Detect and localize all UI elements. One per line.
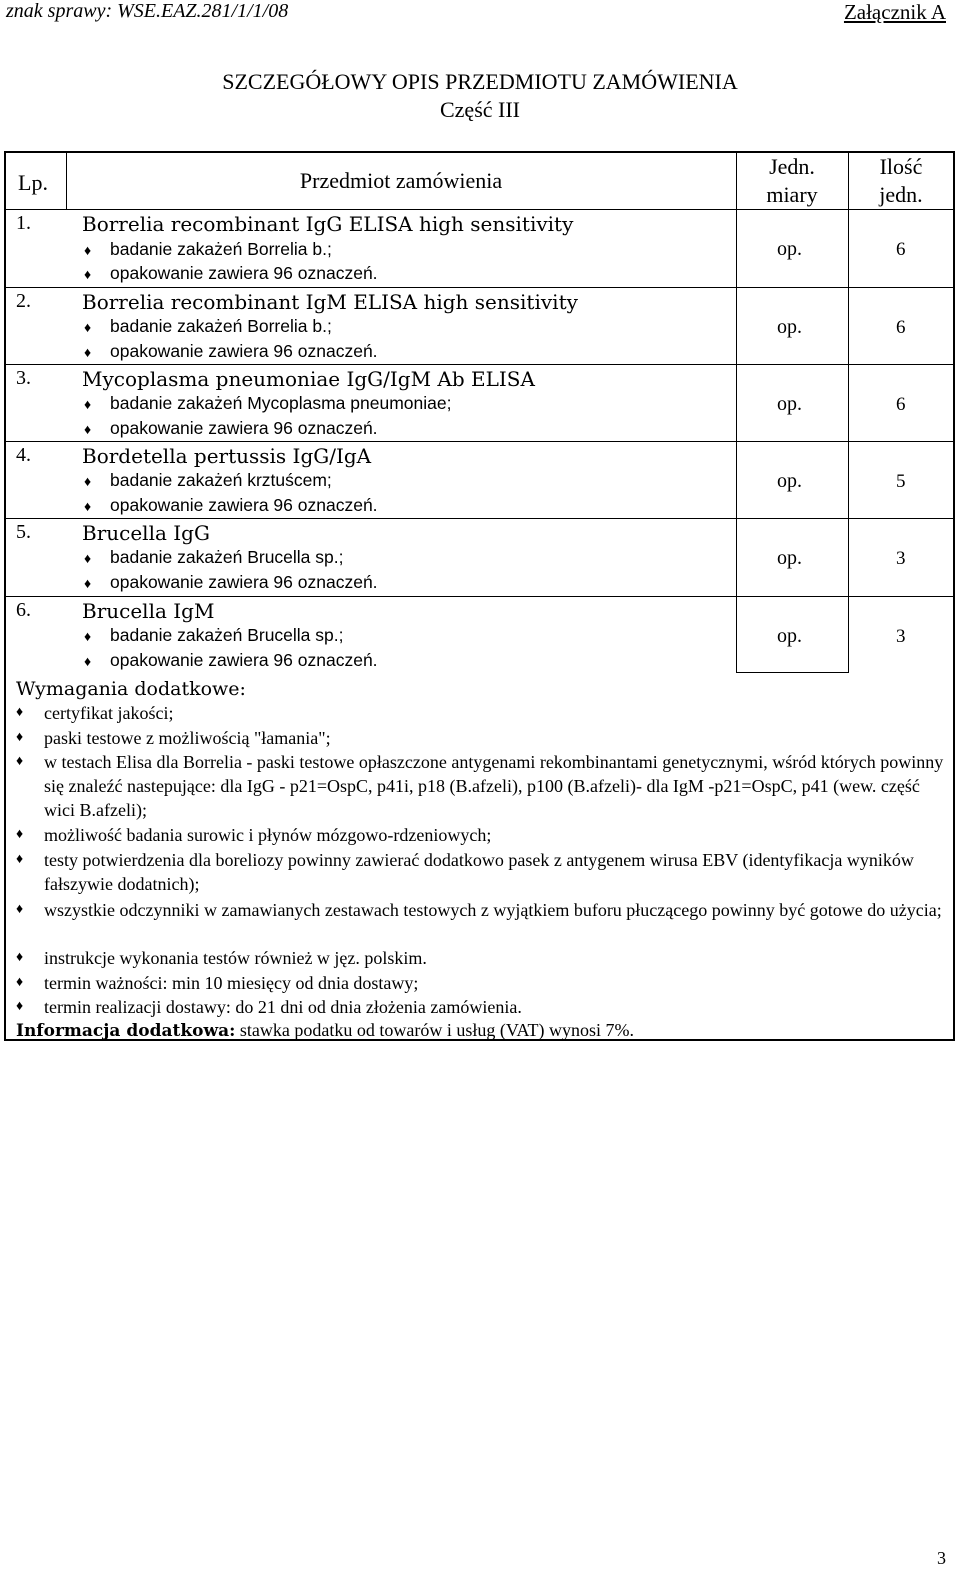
item-unit: op. bbox=[777, 470, 802, 492]
header-subject: Przedmiot zamówienia bbox=[299, 168, 503, 193]
item-detail-text: badanie zakażeń Brucella sp.; bbox=[110, 625, 344, 645]
diamond-bullet-icon: ♦ bbox=[16, 827, 24, 842]
item-detail-text: opakowanie zawiera 96 oznaczeń. bbox=[110, 495, 378, 515]
item-detail bbox=[84, 650, 378, 671]
header-unit-1: Jedn. bbox=[769, 154, 815, 179]
item-name: Borrelia recombinant IgG ELISA high sensitivity bbox=[82, 212, 574, 236]
header-qty-1: Ilość bbox=[879, 154, 923, 179]
diamond-bullet-icon: ♦ bbox=[84, 396, 92, 412]
requirement-item bbox=[16, 995, 946, 1019]
diamond-bullet-icon: ♦ bbox=[16, 999, 24, 1014]
item-detail bbox=[84, 547, 343, 568]
item-quantity: 5 bbox=[896, 471, 906, 492]
item-detail-text: opakowanie zawiera 96 oznaczeń. bbox=[110, 650, 378, 670]
row-number: 1. bbox=[16, 212, 31, 234]
item-unit: op. bbox=[777, 238, 802, 260]
item-detail-text: badanie zakażeń Borrelia b.; bbox=[110, 239, 332, 259]
requirement-text: termin realizacji dostawy: do 21 dni od dnia złożenia zamówienia. bbox=[44, 997, 522, 1017]
col-divider-subject bbox=[736, 151, 737, 673]
diamond-bullet-icon: ♦ bbox=[16, 950, 24, 965]
item-detail bbox=[84, 495, 378, 516]
requirement-text: termin ważności: min 10 miesięcy od dnia dostawy; bbox=[44, 973, 419, 993]
requirement-item bbox=[16, 971, 946, 995]
diamond-bullet-icon: ♦ bbox=[84, 575, 92, 591]
item-name: Borrelia recombinant IgM ELISA high sensitivity bbox=[82, 290, 578, 314]
diamond-bullet-icon: ♦ bbox=[84, 550, 92, 566]
document-subtitle: Część III bbox=[439, 97, 520, 122]
row-divider bbox=[4, 287, 955, 288]
row-number: 5. bbox=[16, 521, 31, 543]
header-divider bbox=[4, 209, 955, 210]
page-number: 3 bbox=[937, 1548, 946, 1568]
item-detail bbox=[84, 263, 378, 284]
item-name: Bordetella pertussis IgG/IgA bbox=[82, 444, 372, 468]
requirement-text: certyfikat jakości; bbox=[44, 703, 174, 723]
document-title: SZCZEGÓŁOWY OPIS PRZEDMIOTU ZAMÓWIENIA bbox=[222, 69, 738, 94]
requirement-text: instrukcje wykonania testów również w jęz. polskim. bbox=[44, 948, 427, 968]
header-unit-2: miary bbox=[766, 182, 818, 207]
item-detail-text: badanie zakażeń krztuścem; bbox=[110, 470, 332, 490]
row-number: 4. bbox=[16, 444, 31, 466]
diamond-bullet-icon: ♦ bbox=[16, 902, 24, 917]
diamond-bullet-icon: ♦ bbox=[84, 473, 92, 489]
row-number: 3. bbox=[16, 367, 31, 389]
diamond-bullet-icon: ♦ bbox=[84, 319, 92, 335]
row-divider bbox=[4, 596, 955, 597]
item-quantity: 6 bbox=[896, 239, 906, 260]
item-detail-text: badanie zakażeń Borrelia b.; bbox=[110, 316, 332, 336]
diamond-bullet-icon: ♦ bbox=[84, 242, 92, 258]
additional-info bbox=[16, 1020, 634, 1041]
item-quantity: 6 bbox=[896, 317, 906, 338]
item-detail bbox=[84, 341, 378, 362]
item-detail bbox=[84, 316, 332, 337]
diamond-bullet-icon: ♦ bbox=[16, 754, 24, 769]
row-divider bbox=[4, 364, 955, 365]
item-detail bbox=[84, 470, 332, 491]
diamond-bullet-icon: ♦ bbox=[84, 266, 92, 282]
requirement-item bbox=[16, 701, 946, 725]
requirement-item bbox=[16, 898, 946, 922]
requirement-item bbox=[16, 946, 946, 970]
requirement-item bbox=[16, 823, 946, 847]
diamond-bullet-icon: ♦ bbox=[16, 705, 24, 720]
item-name: Brucella IgM bbox=[82, 599, 215, 623]
item-detail-text: opakowanie zawiera 96 oznaczeń. bbox=[110, 572, 378, 592]
case-number: znak sprawy: WSE.EAZ.281/1/1/08 bbox=[6, 0, 289, 22]
item-quantity: 6 bbox=[896, 394, 906, 415]
item-detail bbox=[84, 625, 343, 646]
requirements-heading: Wymagania dodatkowe: bbox=[16, 678, 246, 700]
item-unit: op. bbox=[777, 393, 802, 415]
header-qty-2: jedn. bbox=[879, 182, 923, 207]
header-lp: Lp. bbox=[18, 170, 48, 195]
item-unit: op. bbox=[777, 625, 802, 647]
item-detail bbox=[84, 572, 378, 593]
item-detail-text: opakowanie zawiera 96 oznaczeń. bbox=[110, 341, 378, 361]
requirement-text: paski testowe z możliwością "łamania"; bbox=[44, 728, 331, 748]
item-quantity: 3 bbox=[896, 548, 906, 569]
requirement-item bbox=[16, 750, 946, 822]
requirement-text: testy potwierdzenia dla boreliozy powinny zawierać dodatkowo pasek z antygenem wirusa EBV (identyfikacja wyników fałszywie dodatnich); bbox=[44, 850, 914, 894]
row-number: 2. bbox=[16, 290, 31, 312]
requirement-text: w testach Elisa dla Borrelia - paski testowe opłaszczone antygenami rekombinantami genetycznymi, wśród których powinny się znaleźć nastepujące: dla IgG - p21=OspC, p41i, p18 (B.afzeli), p100 (B.afzeli)- dla IgM -p21=OspC, p41 (wew. część wici B.afzeli); bbox=[44, 752, 944, 820]
item-unit: op. bbox=[777, 547, 802, 569]
row-divider bbox=[736, 672, 848, 673]
requirement-text: możliwość badania surowic i płynów mózgowo-rdzeniowych; bbox=[44, 825, 492, 845]
requirement-text: wszystkie odczynniki w zamawianych zestawach testowych z wyjątkiem buforu płuczącego powinny być gotowe do użycia; bbox=[44, 900, 942, 920]
item-quantity: 3 bbox=[896, 626, 906, 647]
attachment-label: Załącznik A bbox=[843, 0, 946, 24]
diamond-bullet-icon: ♦ bbox=[84, 653, 92, 669]
diamond-bullet-icon: ♦ bbox=[16, 730, 24, 745]
item-detail bbox=[84, 239, 332, 260]
diamond-bullet-icon: ♦ bbox=[84, 498, 92, 514]
item-detail-text: opakowanie zawiera 96 oznaczeń. bbox=[110, 263, 378, 283]
diamond-bullet-icon: ♦ bbox=[84, 344, 92, 360]
additional-info-text: stawka podatku od towarów i usług (VAT) wynosi 7%. bbox=[235, 1020, 635, 1040]
row-divider bbox=[4, 441, 955, 442]
item-name: Brucella IgG bbox=[82, 521, 210, 545]
item-detail bbox=[84, 393, 451, 414]
col-divider-unit bbox=[848, 151, 849, 673]
diamond-bullet-icon: ♦ bbox=[84, 421, 92, 437]
diamond-bullet-icon: ♦ bbox=[16, 975, 24, 990]
additional-info-label: Informacja dodatkowa: bbox=[16, 1021, 236, 1041]
item-detail-text: badanie zakażeń Brucella sp.; bbox=[110, 547, 344, 567]
requirement-item bbox=[16, 848, 946, 896]
item-detail-text: badanie zakażeń Mycoplasma pneumoniae; bbox=[110, 393, 452, 413]
diamond-bullet-icon: ♦ bbox=[84, 628, 92, 644]
row-divider bbox=[4, 518, 955, 519]
item-name: Mycoplasma pneumoniae IgG/IgM Ab ELISA bbox=[82, 367, 535, 391]
row-number: 6. bbox=[16, 599, 31, 621]
diamond-bullet-icon: ♦ bbox=[16, 852, 24, 867]
item-detail-text: opakowanie zawiera 96 oznaczeń. bbox=[110, 418, 378, 438]
item-detail bbox=[84, 418, 378, 439]
requirement-item bbox=[16, 726, 946, 750]
item-unit: op. bbox=[777, 316, 802, 338]
